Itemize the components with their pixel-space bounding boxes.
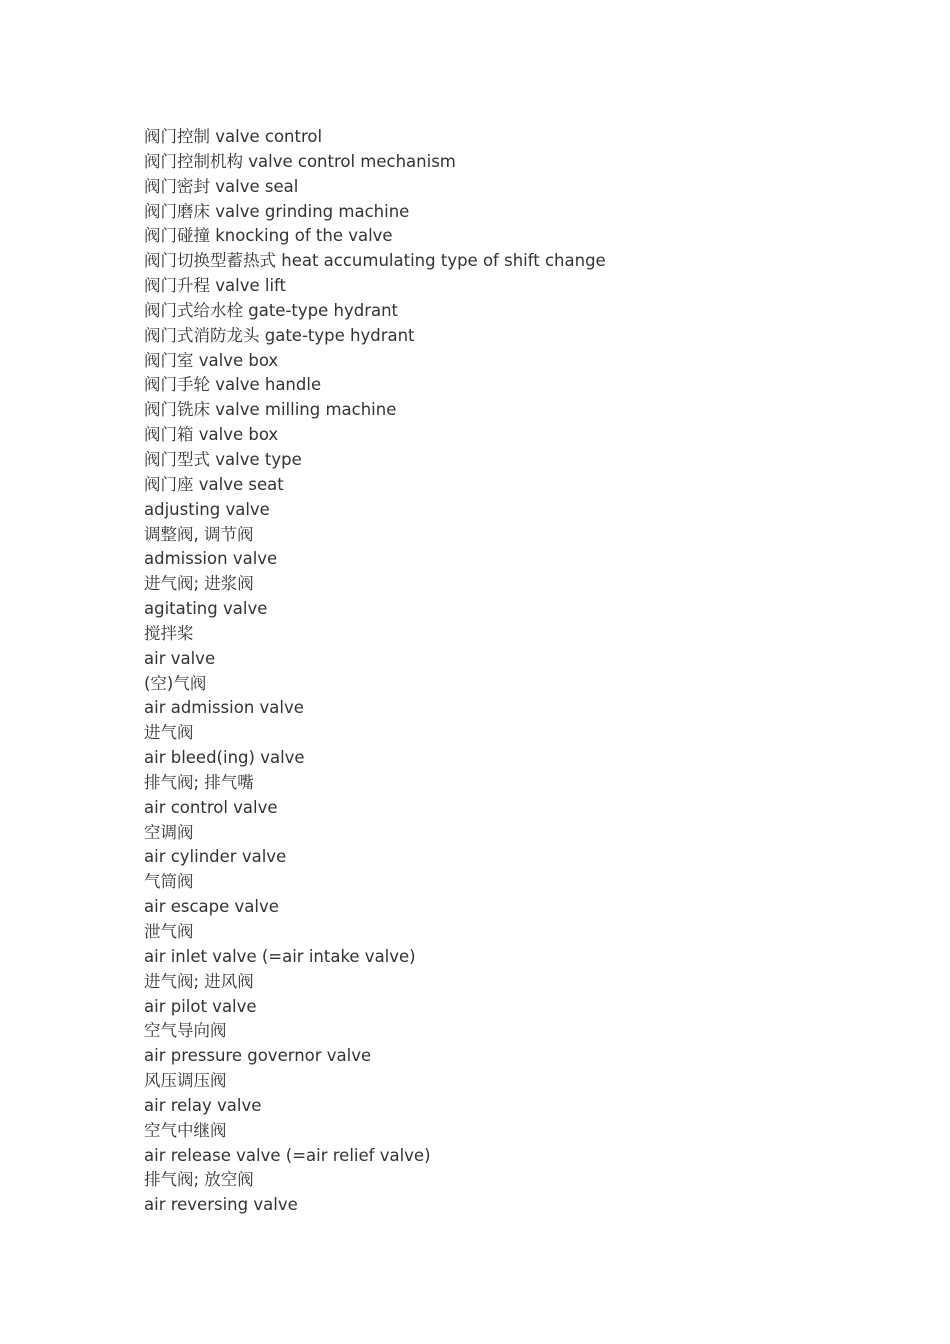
glossary-line: air relay valve	[144, 1095, 262, 1115]
glossary-line: (空)气阀	[144, 673, 207, 693]
glossary-line: air bleed(ing) valve	[144, 748, 305, 768]
glossary-line: 排气阀; 放空阀	[144, 1170, 254, 1190]
glossary-line: 空调阀	[144, 822, 194, 842]
glossary-line: 阀门控制 valve control	[144, 127, 323, 146]
glossary-line: 阀门升程 valve lift	[144, 276, 287, 296]
glossary-line: 空气导向阀	[144, 1021, 227, 1041]
glossary-line: adjusting valve	[144, 499, 270, 519]
glossary-line: 空气中继阀	[144, 1120, 227, 1140]
glossary-line: air pressure governor valve	[144, 1046, 372, 1066]
glossary-line: air pilot valve	[144, 996, 257, 1016]
glossary-line: 风压调压阀	[144, 1071, 227, 1091]
glossary-line: air control valve	[144, 797, 278, 817]
glossary-line: 泄气阀	[144, 922, 194, 941]
glossary-line: air escape valve	[144, 897, 279, 917]
glossary-list	[144, 125, 904, 1218]
glossary-line: 阀门密封 valve seal	[144, 176, 299, 196]
glossary-line: agitating valve	[144, 599, 268, 619]
glossary-line: 进气阀	[144, 723, 194, 743]
glossary-line: 阀门式给水栓 gate-type hydrant	[144, 300, 399, 320]
glossary-line: 阀门切换型蓄热式 heat accumulating type of shift change	[144, 251, 606, 271]
glossary-line: 阀门室 valve box	[144, 350, 279, 370]
glossary-line: 阀门手轮 valve handle	[144, 375, 322, 395]
glossary-line: 阀门式消防龙头 gate-type hydrant	[144, 325, 415, 345]
glossary-line: admission valve	[144, 549, 278, 569]
glossary-line: 进气阀; 进浆阀	[144, 574, 254, 594]
glossary-line: 阀门控制机构 valve control mechanism	[144, 151, 456, 171]
glossary-line: air inlet valve (=air intake valve)	[144, 946, 416, 966]
glossary-line: 阀门箱 valve box	[144, 425, 279, 445]
glossary-line: 阀门铣床 valve milling machine	[144, 400, 397, 420]
glossary-line: air release valve (=air relief valve)	[144, 1145, 431, 1165]
glossary-line: 排气阀; 排气嘴	[144, 772, 254, 792]
glossary-line: 阀门座 valve seat	[144, 474, 284, 494]
glossary-line: air cylinder valve	[144, 847, 287, 867]
glossary-line: 搅拌桨	[144, 623, 194, 643]
glossary-line: air valve	[144, 648, 216, 668]
glossary-line: air admission valve	[144, 698, 304, 718]
glossary-line: 阀门碰撞 knocking of the valve	[144, 226, 393, 246]
glossary-line: 气筒阀	[144, 872, 194, 892]
glossary-line: 阀门磨床 valve grinding machine	[144, 201, 410, 221]
glossary-line: air reversing valve	[144, 1195, 298, 1215]
glossary-line: 阀门型式 valve type	[144, 449, 302, 469]
glossary-line: 调整阀, 调节阀	[144, 524, 254, 544]
glossary-line: 进气阀; 进风阀	[144, 971, 254, 991]
